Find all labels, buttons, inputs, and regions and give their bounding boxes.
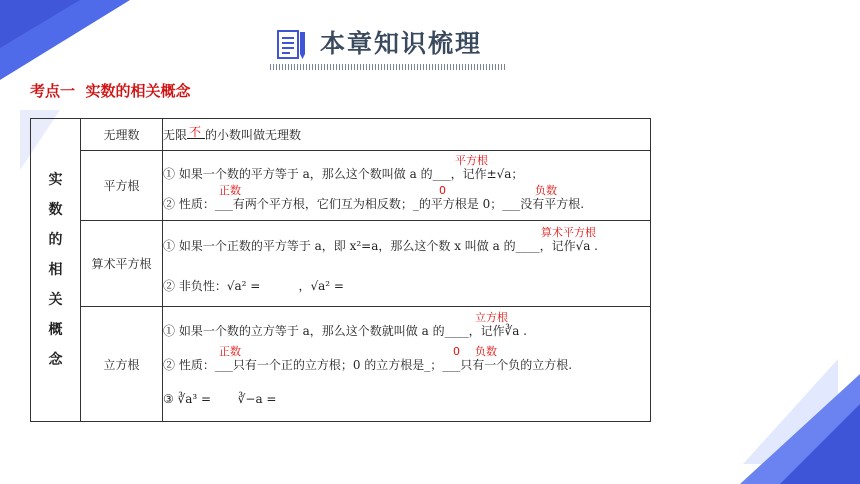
annotation: 不 <box>189 124 202 139</box>
text: ① 如果一个数的立方等于 a，那么这个数就叫做 a 的____，记作∛a . <box>163 324 527 338</box>
chapter-header <box>270 22 506 70</box>
annotation: 正数 <box>219 345 241 358</box>
annotation: 负数 <box>475 345 497 358</box>
annotation: 立方根 <box>475 311 508 324</box>
concept-table <box>30 118 651 422</box>
text: 无限 <box>163 127 188 142</box>
text: 的小数叫做无理数 <box>205 127 302 142</box>
divider <box>270 64 506 70</box>
document-pencil-icon <box>276 28 308 62</box>
annotation: 0 <box>453 345 460 358</box>
category-arithmetic-square-root: 算术平方根 <box>81 221 163 307</box>
text: ② 性质：___只有一个正的立方根；0 的立方根是_；___只有一个负的立方根. <box>163 358 573 372</box>
decor-triangle <box>0 0 80 48</box>
vertical-char: 相 <box>48 262 63 278</box>
vertical-char: 数 <box>48 202 63 218</box>
text: ① 如果一个正数的平方等于 a，即 x²=a，那么这个数 x 叫做 a 的____，记作√a . <box>163 238 598 253</box>
row-content <box>163 119 651 151</box>
vertical-char: 关 <box>48 292 63 308</box>
row-content <box>163 151 651 221</box>
text: ① 如果一个数的平方等于 a，那么这个数叫做 a 的___，记作±√a； <box>163 166 524 181</box>
vertical-char: 念 <box>48 352 63 368</box>
row-content <box>163 221 651 307</box>
row-content <box>163 307 651 422</box>
vertical-char: 实 <box>48 172 63 188</box>
text: ② 非负性：√a² = ，√a² = <box>163 278 344 293</box>
category-square-root: 平方根 <box>81 151 163 221</box>
page-title: 本章知识梳理 <box>320 29 483 58</box>
decor-triangle <box>780 404 860 484</box>
annotation: 正数 <box>219 183 241 197</box>
vertical-char: 概 <box>48 322 63 338</box>
text: ② 性质：___有两个平方根，它们互为相反数；_的平方根是 0；___没有平方根. <box>163 196 585 211</box>
annotation: 负数 <box>535 183 557 197</box>
annotation: 算术平方根 <box>541 225 596 239</box>
section-title: 考点一 实数的相关概念 <box>30 82 191 100</box>
vertical-char: 的 <box>48 232 63 248</box>
vertical-label <box>31 119 81 422</box>
annotation: 平方根 <box>455 153 488 167</box>
category-irrational: 无理数 <box>81 119 163 151</box>
annotation: 0 <box>439 183 446 197</box>
text: ③ ∛a³ = ∛−a = <box>163 392 277 406</box>
category-cube-root: 立方根 <box>81 307 163 422</box>
fill-blank <box>187 126 205 139</box>
